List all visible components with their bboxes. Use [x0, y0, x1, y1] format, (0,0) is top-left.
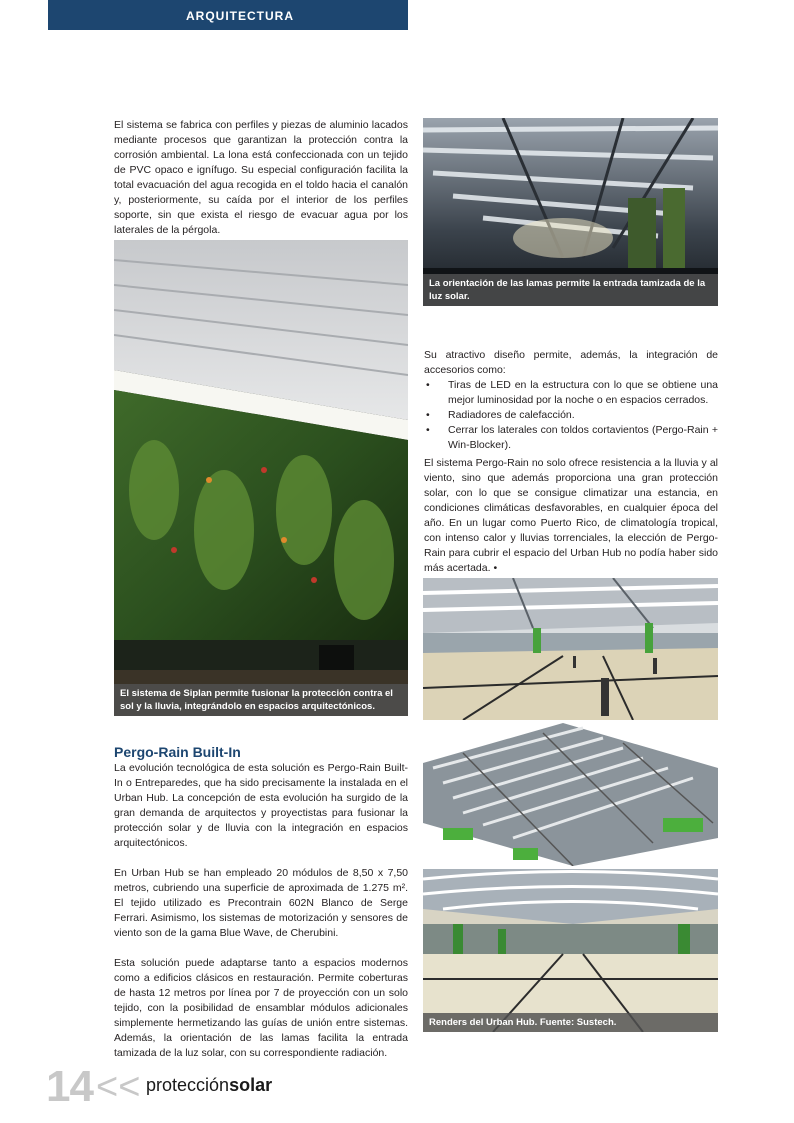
photo-green-wall: [114, 240, 408, 716]
section-tab: ARQUITECTURA: [48, 0, 408, 30]
accessories-intro: Su atractivo diseño permite, además, la integración de accesorios como:: [424, 349, 718, 376]
green-wall-image: [114, 240, 408, 716]
built-in-paragraph-2: En Urban Hub se han empleado 20 módulos de 8,50 x 7,50 metros, cubriendo una superficie de aproximada de 1.275 m². El tejido utilizado es Precontrain 602N Blanco de Serge Ferrari. Asimismo, los sistemas de motorización y sensores de viento son de la gama Blue Wave, de Cherubini.: [114, 867, 408, 939]
accessories-list: [424, 378, 718, 453]
list-item: • Radiadores de calefacción.: [424, 408, 718, 423]
subheading-pergo-rain-built-in: Pergo-Rain Built-In: [114, 744, 241, 760]
photo-pergola-slats: [423, 118, 718, 306]
photo-pergola-caption: La orientación de las lamas permite la entrada tamizada de la luz solar.: [423, 274, 718, 306]
footer-arrows: <<: [96, 1066, 141, 1108]
intro-paragraph: El sistema se fabrica con perfiles y piezas de aluminio lacados mediante procesos que garantizan la protección contra la corrosión ambiental. La lona está confeccionada con un tejido de PVC opaco e ignífugo. Su especial configuración facilita la total evacuación del agua recogida en el toldo hacia el canalón y, posteriormente, su caída por el interior de los perfiles soporte, sin que exista el riesgo de evacuar agua por los laterales de la pérgola.: [114, 119, 408, 236]
magazine-logo: [146, 1075, 272, 1096]
logo-part1: protección: [146, 1075, 230, 1095]
built-in-paragraph-3: Esta solución puede adaptarse tanto a espacios modernos como a edificios clásicos en restauración. Permite coberturas de hasta 12 metros por línea por 7 de proyección con un solo tejido, con la posibilidad de ensamblar módulos adicionales simplemente hermetizando las guías de unión entre sistemas. Además, la orientación de las lamas facilita la entrada tamizada de la luz solar, con su correspondiente radiación.: [114, 957, 408, 1059]
render-plaza-2: [423, 869, 718, 1032]
logo-part2: solar: [229, 1075, 273, 1095]
built-in-text: [114, 761, 408, 1061]
built-in-paragraph-1: La evolución tecnológica de esta solución es Pergo-Rain Built-In o Entreparedes, que ha sido precisamente la instalada en el Urban Hub. La concepción de esta evolución ha surgido de la gran demanda de arquitectos y proyectistas para fusionar la protección solar y de lluvia con la integración en espacios arquitectónicos.: [114, 762, 408, 849]
list-item: • Cerrar los laterales con toldos cortavientos (Pergo-Rain + Win-Blocker).: [424, 423, 718, 453]
photo-green-wall-caption: El sistema de Siplan permite fusionar la protección contra el sol y la lluvia, integrándolo en espacios arquitectónicos.: [114, 684, 408, 716]
render-aerial-image: [423, 723, 718, 866]
renders-caption: Renders del Urban Hub. Fuente: Sustech.: [423, 1013, 718, 1032]
render-plaza-1: [423, 578, 718, 720]
page-number: 14: [46, 1062, 93, 1111]
render-plaza-1-image: [423, 578, 718, 720]
render-plaza-2-image: [423, 869, 718, 1032]
list-item: • Tiras de LED en la estructura con lo que se obtiene una mejor luminosidad por la noche o en espacios cerrados.: [424, 378, 718, 408]
render-aerial: [423, 723, 718, 866]
accessories-block: [424, 348, 718, 453]
right-paragraph: El sistema Pergo-Rain no solo ofrece resistencia a la lluvia y al viento, sino que además proporciona una gran protección solar, con lo que se consigue climatizar una estancia, en condiciones climáticas desfavorables, en cualquier época del año. En un lugar como Puerto Rico, de climatología tropical, con intenso calor y lluvias torrenciales, la elección de Pergo-Rain para cubrir el espacio del Urban Hub no podía haber sido más acertada. •: [424, 457, 718, 574]
